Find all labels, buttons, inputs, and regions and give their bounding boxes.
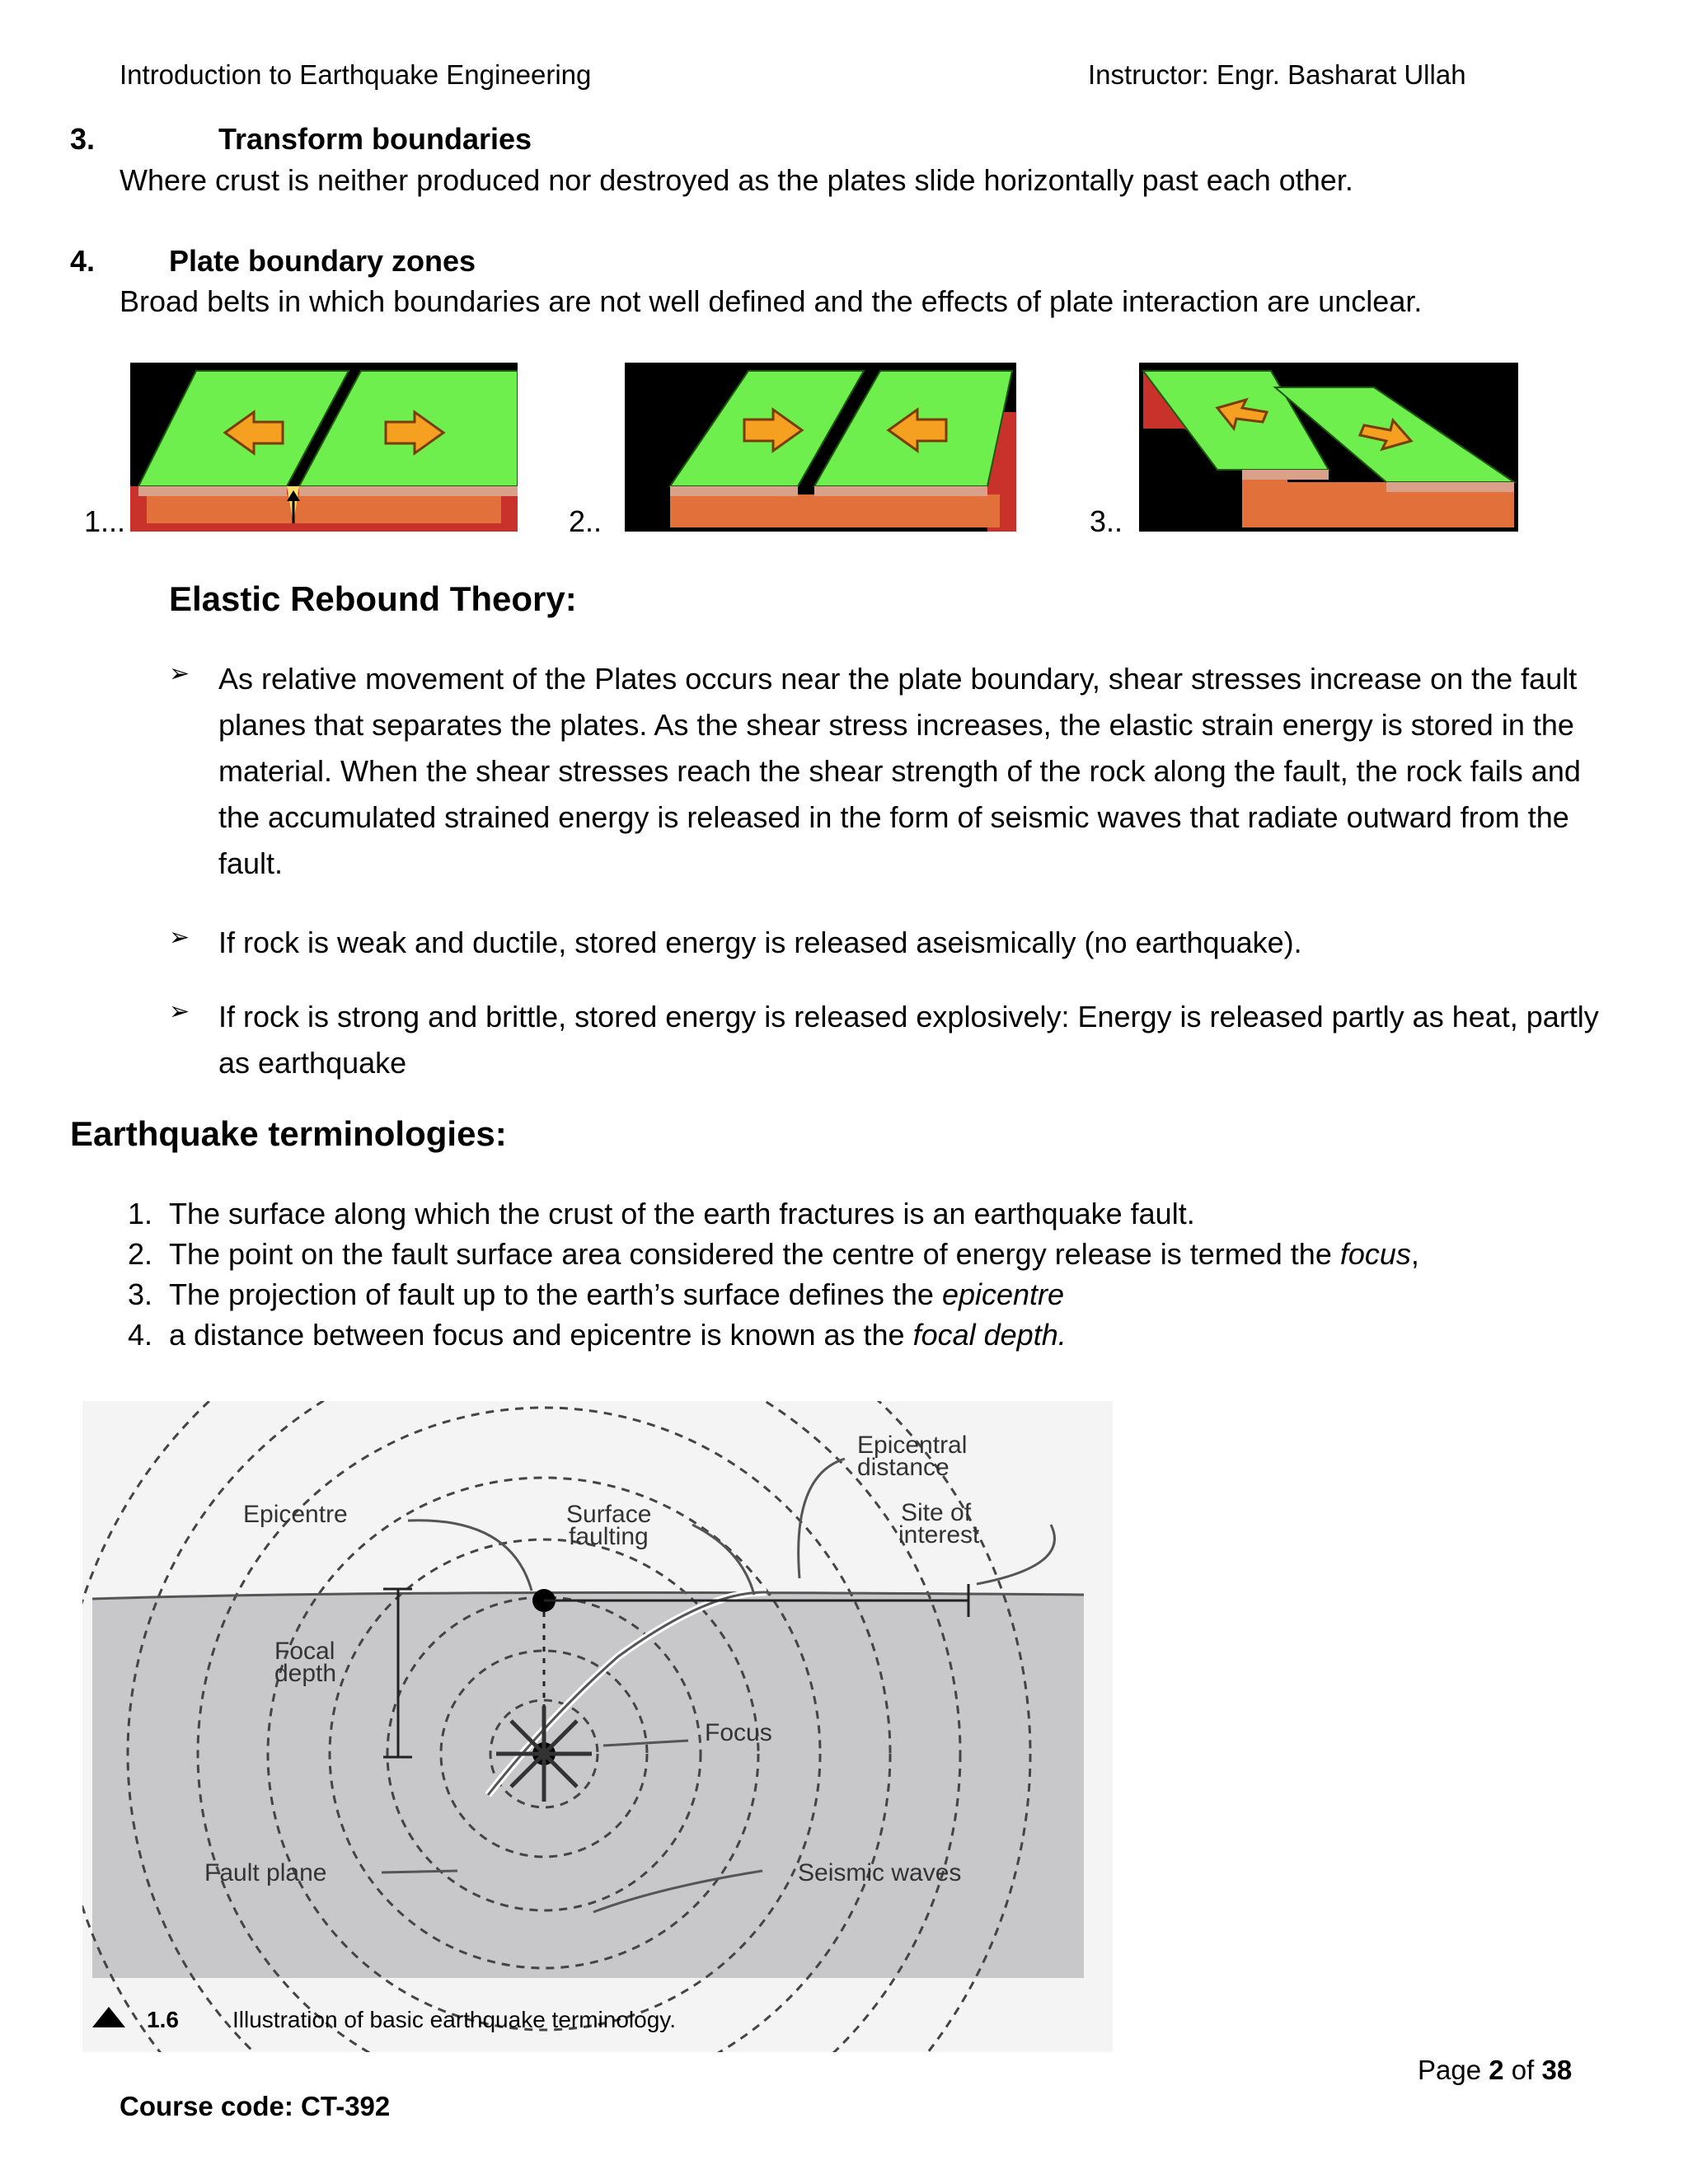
page-number: Page 2 of 38 bbox=[1418, 2055, 1573, 2085]
bullet-paragraph: As relative movement of the Plates occurs near the plate boundary, shear stresses increase on the fault planes that separates the plates. As the shear stress increases, the elastic strain energy is stored in the material. When the shear stresses reach the shear strength of the rock along the fault, the rock fails and the accumulated strained energy is released in the form of seismic waves that radiate outward from the fault. bbox=[218, 662, 1581, 880]
figure-label: 2.. bbox=[569, 504, 603, 538]
list-item: 1. The surface along which the crust of the earth fractures is an earthquake fault. bbox=[127, 1197, 1195, 1230]
boundary-number: 3. bbox=[70, 122, 96, 156]
bullet-arrow-icon: ➢ bbox=[169, 998, 190, 1025]
diagram-label: distance bbox=[857, 1454, 950, 1481]
boundary-title: Plate boundary zones bbox=[169, 244, 476, 278]
diagram-label: Focal bbox=[274, 1638, 335, 1665]
diagram-label: Focus bbox=[705, 1719, 772, 1746]
diagram-label: interest bbox=[898, 1521, 980, 1549]
course-title: Introduction to Earthquake Engineering bbox=[120, 59, 592, 90]
transform-boundary-figure bbox=[1139, 363, 1518, 532]
figure-caption: Illustration of basic earthquake terminology. bbox=[232, 2007, 676, 2032]
boundary-number: 4. bbox=[70, 244, 96, 278]
boundary-title: Transform boundaries bbox=[218, 122, 532, 156]
diagram-label: Surface bbox=[566, 1501, 652, 1528]
bullet-paragraph: If rock is weak and ductile, stored energy is released aseismically (no earthquake). bbox=[218, 926, 1302, 959]
divergent-boundary-figure bbox=[130, 363, 518, 532]
course-code: Course code: CT-392 bbox=[120, 2091, 391, 2121]
bullet-paragraph: If rock is strong and brittle, stored energy is released explosively: Energy is released partly as heat, partly as earthquake bbox=[218, 1000, 1599, 1080]
bullet-arrow-icon: ➢ bbox=[169, 924, 190, 951]
figure-label: 3.. bbox=[1090, 504, 1123, 538]
diagram-label: Site of bbox=[901, 1499, 972, 1526]
convergent-boundary-figure bbox=[625, 363, 1016, 532]
figure-number: 1.6 bbox=[147, 2007, 179, 2032]
terminology-list bbox=[103, 1193, 1587, 1355]
diagram-label: Fault plane bbox=[204, 1859, 327, 1886]
diagram-label: faulting bbox=[569, 1523, 649, 1550]
boundary-text: Where crust is neither produced nor destroyed as the plates slide horizontally past each other. bbox=[120, 163, 1353, 197]
figure-label: 1... bbox=[84, 504, 126, 538]
instructor-name: Instructor: Engr. Basharat Ullah bbox=[1088, 59, 1466, 90]
list-item: 4. a distance between focus and epicentre is known as the focal depth. bbox=[127, 1318, 1067, 1352]
boundary-text: Broad belts in which boundaries are not well defined and the effects of plate interaction are unclear. bbox=[120, 284, 1423, 318]
section-heading: Earthquake terminologies: bbox=[70, 1114, 507, 1153]
list-item: 2. The point on the fault surface area considered the centre of energy release is termed the focus, bbox=[127, 1237, 1419, 1271]
section-heading: Elastic Rebound Theory: bbox=[169, 579, 577, 618]
diagram-label: Seismic waves bbox=[798, 1859, 962, 1886]
diagram-label: Epicentre bbox=[243, 1501, 348, 1528]
list-item: 3. The projection of fault up to the earth’s surface defines the epicentre bbox=[127, 1277, 1065, 1311]
earthquake-terminology-diagram bbox=[82, 1401, 1113, 2052]
bullet-arrow-icon: ➢ bbox=[169, 660, 190, 687]
diagram-label: depth bbox=[274, 1660, 337, 1687]
diagram-label: Epicentral bbox=[857, 1432, 968, 1459]
